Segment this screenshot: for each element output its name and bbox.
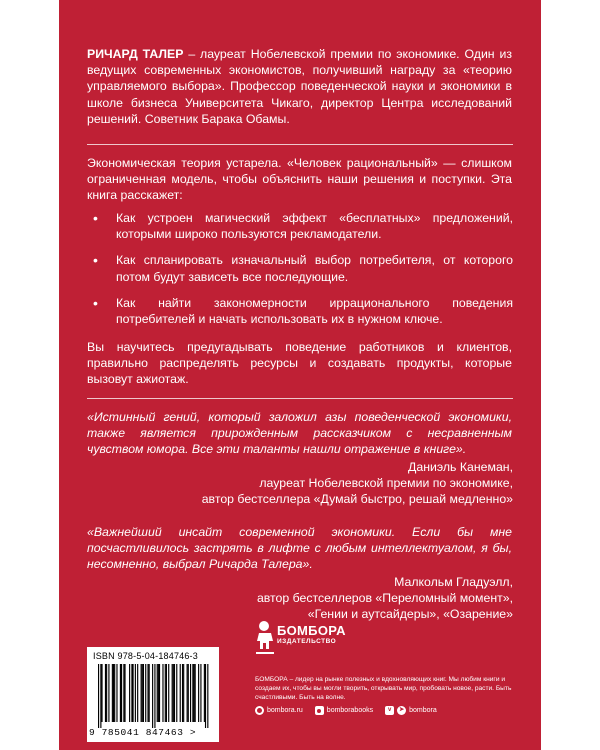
barcode-bar bbox=[183, 664, 184, 722]
benefit-item: • Как спланировать изначальный выбор потребителя, от которого потом будут зависеть все последующие. bbox=[87, 252, 513, 284]
barcode-bar bbox=[123, 664, 124, 722]
social-website bbox=[255, 706, 303, 715]
barcode-bar bbox=[204, 664, 205, 722]
closing-paragraph: Вы научитесь предугадывать поведение работников и клиентов, правильно распределять ресурсы и создавать продукты, которые вызовут ажиотаж. bbox=[87, 340, 512, 387]
barcode-bar bbox=[193, 664, 194, 722]
barcode-bar bbox=[162, 664, 163, 722]
barcode-bar bbox=[143, 664, 144, 722]
barcode-bar bbox=[145, 664, 146, 722]
author-bio bbox=[87, 46, 512, 127]
intro-paragraph: Экономическая теория устарела. «Человек рациональный» — слишком ограниченная модель, чтобы объяснить наши решения и поступки. Эта книга расскажет: bbox=[87, 156, 512, 203]
barcode-digits: 9 785041 847463 > bbox=[89, 727, 197, 738]
barcode-bar bbox=[147, 664, 148, 722]
barcode-bar bbox=[120, 664, 121, 722]
barcode-bar bbox=[192, 664, 193, 722]
barcode-bars bbox=[87, 662, 219, 728]
author-bio-text: – лауреат Нобелевской премии по экономике. Один из ведущих современных экономистов, получивший награду за «теорию управляемого выбора». Профессор поведенческой науки и экономики в школе бизнеса Университета Чикаго, директор Центра исследований решений. Советник Барака Обамы. bbox=[87, 47, 512, 126]
barcode-bar bbox=[149, 664, 150, 722]
barcode-bar bbox=[165, 664, 166, 722]
barcode-bar bbox=[137, 664, 138, 722]
social-vk-telegram bbox=[385, 706, 437, 715]
barcode-bar bbox=[166, 664, 167, 722]
book-back-cover bbox=[59, 0, 541, 750]
barcode-bar bbox=[133, 664, 134, 722]
social-label: bombora bbox=[409, 707, 437, 714]
barcode-bar bbox=[129, 664, 130, 722]
publisher-name: БОМБОРА bbox=[277, 623, 346, 638]
barcode-bar bbox=[114, 664, 115, 722]
globe-icon bbox=[255, 706, 264, 715]
barcode-bar bbox=[121, 664, 122, 722]
barcode-bar bbox=[157, 664, 158, 722]
quote-kahneman: «Истинный гений, который заложил азы поведенческой экономики, также является прирожденным рассказчиком с несравненным чувством юмора. Все эти таланты нашли отражение в книге». bbox=[87, 410, 512, 457]
barcode-bar bbox=[198, 664, 199, 722]
barcode-bar bbox=[187, 664, 188, 722]
barcode-bar bbox=[105, 664, 106, 722]
barcode-bar bbox=[182, 664, 183, 722]
instagram-icon bbox=[315, 706, 324, 715]
barcode-bar bbox=[173, 664, 174, 722]
publisher-blurb: БОМБОРА – лидер на рынке полезных и вдохновляющих книг. Мы любим книги и создаем их, чтобы вы могли творить, открывать мир, пробовать новое, расти. Быть счастливыми. Быть на волне. bbox=[255, 676, 512, 701]
barcode-bar bbox=[159, 664, 160, 722]
barcode-bar bbox=[195, 664, 196, 722]
quote-author: Даниэль Канеман, bbox=[408, 460, 513, 474]
barcode-bar bbox=[124, 664, 125, 722]
quote-author-role: лауреат Нобелевской премии по экономике, bbox=[259, 476, 513, 491]
divider-top bbox=[87, 144, 513, 145]
barcode-bar bbox=[180, 664, 181, 722]
bomb-horse-icon bbox=[255, 617, 275, 657]
barcode-bar bbox=[190, 664, 191, 722]
vk-icon: v bbox=[385, 706, 394, 715]
barcode-bar bbox=[200, 664, 201, 722]
barcode-bar bbox=[112, 664, 113, 722]
quote-author-role: автор бестселлера «Думай быстро, решай медленно» bbox=[201, 492, 513, 507]
social-label: bomborabooks bbox=[326, 707, 374, 714]
barcode-bar bbox=[108, 664, 109, 722]
isbn-label: ISBN 978-5-04-184746-3 bbox=[93, 651, 198, 661]
quote-gladwell: «Важнейший инсайт современной экономики. Если бы мне посчастливилось застрять в лифте с любым интеллектуалом, я бы, несомненно, выбрал Ричарда Талера». bbox=[87, 525, 512, 572]
quote-author-role: автор бестселлеров «Переломный момент», bbox=[256, 591, 513, 606]
author-name: РИЧАРД ТАЛЕР bbox=[87, 47, 184, 61]
barcode-bar bbox=[116, 664, 117, 722]
barcode-bar bbox=[207, 664, 208, 728]
isbn-barcode bbox=[87, 647, 219, 742]
benefit-item: • Как найти закономерности иррационального поведения потребителей и начать использовать их в нужном ключе. bbox=[87, 295, 513, 327]
publisher-logo bbox=[255, 609, 345, 679]
barcode-bar bbox=[172, 664, 173, 722]
benefits-list bbox=[87, 210, 513, 327]
telegram-icon: ➤ bbox=[399, 707, 405, 713]
publisher-subtitle: ИЗДАТЕЛЬСТВО bbox=[277, 638, 337, 645]
barcode-bar bbox=[98, 664, 99, 728]
barcode-bar bbox=[135, 664, 136, 722]
barcode-bar bbox=[100, 664, 101, 728]
barcode-bar bbox=[174, 664, 175, 722]
quote-author: Малкольм Гладуэлл, bbox=[394, 575, 513, 589]
barcode-bar bbox=[188, 664, 189, 722]
social-instagram bbox=[315, 706, 373, 715]
social-label: bombora.ru bbox=[267, 707, 303, 714]
quote-author-role: «Гении и аутсайдеры», «Озарение» bbox=[307, 607, 513, 622]
benefit-item: • Как устроен магический эффект «бесплатных» предложений, которыми широко пользуются рекламодатели. bbox=[87, 210, 513, 242]
barcode-bar bbox=[168, 664, 169, 722]
barcode-bar bbox=[131, 664, 132, 722]
barcode-bar bbox=[113, 664, 114, 722]
barcode-bar bbox=[142, 664, 143, 722]
social-links bbox=[255, 706, 437, 715]
barcode-bar bbox=[158, 664, 159, 722]
barcode-bar bbox=[154, 664, 155, 728]
barcode-bar bbox=[176, 664, 177, 722]
barcode-bar bbox=[141, 664, 142, 722]
divider-middle bbox=[87, 398, 513, 399]
barcode-bar bbox=[101, 664, 102, 722]
barcode-bar bbox=[205, 664, 206, 728]
attribution-kahneman bbox=[202, 459, 513, 508]
barcode-bar bbox=[106, 664, 107, 722]
barcode-bar bbox=[152, 664, 153, 728]
